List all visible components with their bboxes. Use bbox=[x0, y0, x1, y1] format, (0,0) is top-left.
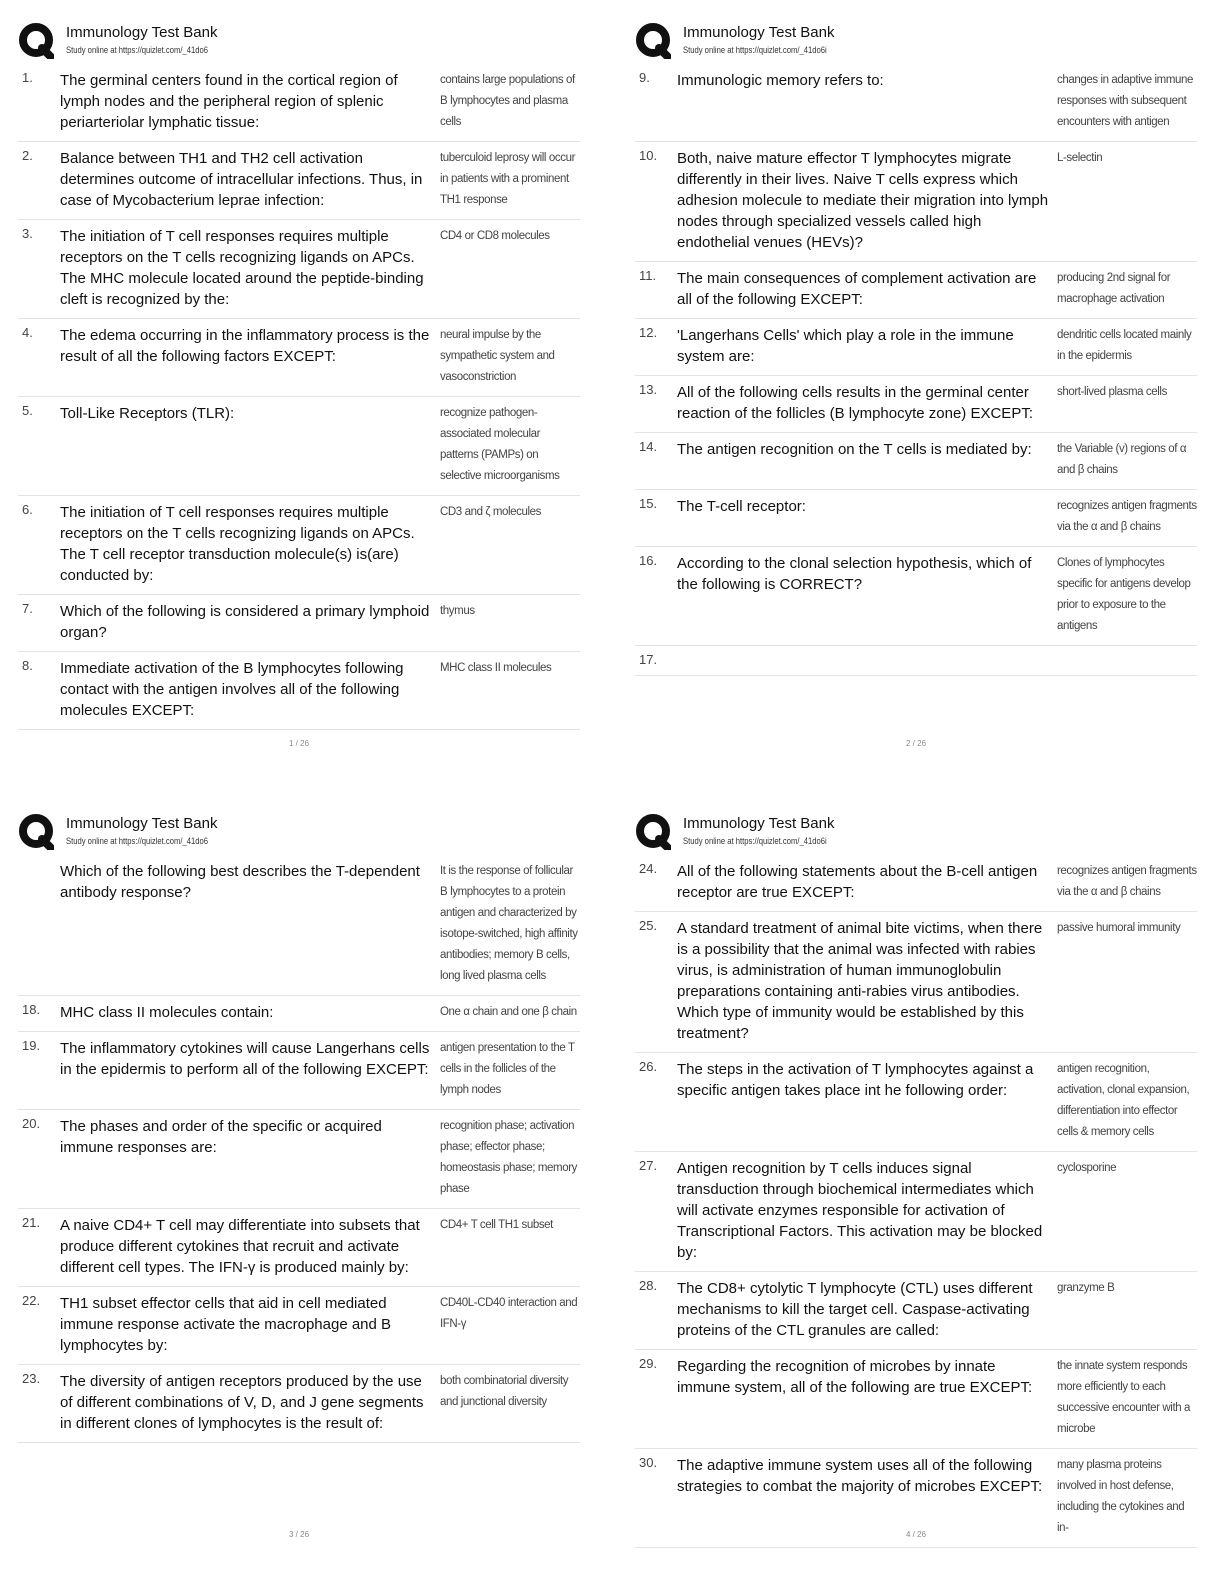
card-row bbox=[635, 1350, 1197, 1449]
question-text: According to the clonal selection hypothesis, which of the following is CORRECT? bbox=[677, 555, 1032, 593]
question-text: Both, naive mature effector T lymphocytes migrate differently in their lives. Naive T cells express which adhesion molecule to mediate their migration into lymph nodes through specialized vessels called high endothelial venues (HEVs)? bbox=[677, 150, 1049, 251]
study-url[interactable]: Study online at https://quizlet.com/_41do6i bbox=[683, 836, 827, 846]
answer-text: dendritic cells located mainly in the epidermis bbox=[1057, 329, 1192, 362]
answer-text: CD3 and ζ molecules bbox=[440, 506, 542, 518]
question-text: The diversity of antigen receptors produced by the use of different combinations of V, D, and J gene segments in different clones of lymphocytes is the result of: bbox=[60, 1373, 424, 1432]
card-row bbox=[18, 855, 580, 996]
answer-text: producing 2nd signal for macrophage activation bbox=[1057, 272, 1171, 305]
question-number: 11. bbox=[639, 268, 657, 283]
card-row bbox=[18, 1209, 580, 1287]
answer-text: the Variable (v) regions of α and β chains bbox=[1057, 443, 1187, 476]
card-row bbox=[635, 262, 1197, 319]
card-list bbox=[635, 855, 1197, 1548]
question-number bbox=[18, 861, 60, 987]
card-row bbox=[18, 319, 580, 397]
question-text: The main consequences of complement activation are all of the following EXCEPT: bbox=[677, 270, 1037, 308]
question-number: 4. bbox=[22, 325, 33, 340]
card-row bbox=[18, 996, 580, 1032]
card-row bbox=[635, 646, 1197, 676]
page-header bbox=[635, 20, 1197, 64]
question-number: 17. bbox=[639, 652, 658, 667]
card-row bbox=[635, 64, 1197, 142]
question-number: 23. bbox=[22, 1371, 41, 1386]
card-row bbox=[635, 433, 1197, 490]
answer-text: recognition phase; activation phase; effector phase; homeostasis phase; memory phase bbox=[440, 1120, 578, 1195]
page-number: 4 / 26 bbox=[906, 1530, 927, 1539]
answer-text: thymus bbox=[440, 605, 475, 617]
question-number: 2. bbox=[22, 148, 33, 163]
question-number: 18. bbox=[22, 1002, 41, 1017]
answer-text bbox=[1053, 652, 1197, 667]
page-2 bbox=[635, 20, 1197, 676]
study-url[interactable]: Study online at https://quizlet.com/_41do6 bbox=[66, 836, 209, 846]
card-list bbox=[18, 64, 580, 730]
question-number: 8. bbox=[22, 658, 33, 673]
answer-text: One α chain and one β chain bbox=[440, 1006, 577, 1018]
question-text: Which of the following best describes the T-dependent antibody response? bbox=[60, 863, 420, 901]
question-text: The T-cell receptor: bbox=[677, 498, 806, 515]
question-number: 10. bbox=[639, 148, 658, 163]
question-number: 21. bbox=[22, 1215, 41, 1230]
card-row bbox=[635, 1272, 1197, 1350]
question-number: 25. bbox=[639, 918, 658, 933]
answer-text: It is the response of follicular B lymphocytes to a protein antigen and characterized by isotope-switched, high affinity antibodies; memory B cells, long lived plasma cells bbox=[440, 865, 578, 982]
question-text: TH1 subset effector cells that aid in cell mediated immune response activate the macrophage and B lymphocytes by: bbox=[60, 1295, 392, 1354]
card-row bbox=[635, 376, 1197, 433]
question-number: 30. bbox=[639, 1455, 658, 1470]
question-text bbox=[677, 652, 1053, 667]
question-number: 7. bbox=[22, 601, 33, 616]
question-number: 6. bbox=[22, 502, 33, 517]
answer-text: recognizes antigen fragments via the α and β chains bbox=[1057, 865, 1197, 898]
answer-text: antigen recognition, activation, clonal expansion, differentiation into effector cells & memory cells bbox=[1057, 1063, 1190, 1138]
question-text: The phases and order of the specific or acquired immune responses are: bbox=[60, 1118, 382, 1156]
card-row bbox=[635, 855, 1197, 912]
card-row bbox=[635, 142, 1197, 262]
card-row bbox=[635, 490, 1197, 547]
card-row bbox=[18, 64, 580, 142]
quizlet-logo-icon bbox=[635, 23, 671, 59]
answer-text: granzyme B bbox=[1057, 1282, 1115, 1294]
page-number: 1 / 26 bbox=[289, 739, 310, 748]
question-text: All of the following statements about the B-cell antigen receptor are true EXCEPT: bbox=[677, 863, 1038, 901]
question-number: 27. bbox=[639, 1158, 658, 1173]
question-number: 14. bbox=[639, 439, 658, 454]
answer-text: many plasma proteins involved in host defense, including the cytokines and in- bbox=[1057, 1459, 1185, 1534]
question-number: 9. bbox=[639, 70, 650, 85]
card-row bbox=[635, 1053, 1197, 1152]
answer-text: both combinatorial diversity and junctional diversity bbox=[440, 1375, 569, 1408]
question-text: The germinal centers found in the cortical region of lymph nodes and the peripheral region of splenic periarteriolar lymphatic tissue: bbox=[60, 72, 398, 131]
question-text: A standard treatment of animal bite victims, when there is a possibility that the animal was infected with rabies virus, is administration of human immunoglobulin preparations containing anti-rabies virus antibodies. Which type of immunity would be established by this treatment? bbox=[677, 920, 1043, 1042]
page-1 bbox=[18, 20, 580, 730]
question-number: 26. bbox=[639, 1059, 658, 1074]
question-number: 20. bbox=[22, 1116, 41, 1131]
question-text: Which of the following is considered a primary lymphoid organ? bbox=[60, 603, 430, 641]
answer-text: recognize pathogen-associated molecular patterns (PAMPs) on selective microorganisms bbox=[440, 407, 560, 482]
question-text: The initiation of T cell responses requires multiple receptors on the T cells recognizing ligands on APCs. The MHC molecule located around the peptide-binding cleft is recognized by the: bbox=[60, 228, 424, 308]
question-text: 'Langerhans Cells' which play a role in the immune system are: bbox=[677, 327, 1014, 365]
question-text: Toll-Like Receptors (TLR): bbox=[60, 405, 235, 422]
question-number: 1. bbox=[22, 70, 33, 85]
card-row bbox=[18, 1365, 580, 1443]
quizlet-logo-icon bbox=[18, 814, 54, 850]
question-number: 13. bbox=[639, 382, 658, 397]
deck-title[interactable]: Immunology Test Bank bbox=[66, 24, 218, 41]
question-text: The CD8+ cytolytic T lymphocyte (CTL) uses different mechanisms to kill the target cell. Caspase-activating proteins of the CTL granules are called: bbox=[677, 1280, 1033, 1339]
deck-title[interactable]: Immunology Test Bank bbox=[683, 24, 835, 41]
answer-text: CD4 or CD8 molecules bbox=[440, 230, 550, 242]
answer-text: antigen presentation to the T cells in the follicles of the lymph nodes bbox=[440, 1042, 575, 1096]
page-3 bbox=[18, 811, 580, 1443]
question-number: 16. bbox=[639, 553, 658, 568]
card-row bbox=[18, 595, 580, 652]
card-row bbox=[635, 319, 1197, 376]
answer-text: the innate system responds more efficiently to each successive encounter with a microbe bbox=[1057, 1360, 1191, 1435]
deck-title[interactable]: Immunology Test Bank bbox=[66, 815, 218, 832]
answer-text: cyclosporine bbox=[1057, 1162, 1117, 1174]
question-text: The adaptive immune system uses all of the following strategies to combat the majority of microbes EXCEPT: bbox=[677, 1457, 1043, 1495]
question-text: All of the following cells results in the germinal center reaction of the follicles (B lymphocyte zone) EXCEPT: bbox=[677, 384, 1033, 422]
question-text: The initiation of T cell responses requires multiple receptors on the T cells recognizing ligands on APCs. The T cell receptor transduction molecule(s) is(are) conducted by: bbox=[60, 504, 415, 584]
question-text: Immunologic memory refers to: bbox=[677, 72, 884, 89]
answer-text: passive humoral immunity bbox=[1057, 922, 1181, 934]
quizlet-logo-icon bbox=[635, 814, 671, 850]
card-row bbox=[18, 1110, 580, 1209]
question-number: 24. bbox=[639, 861, 658, 876]
question-text: The steps in the activation of T lymphocytes against a specific antigen takes place int he following order: bbox=[677, 1061, 1034, 1099]
page-header bbox=[18, 20, 580, 64]
question-number: 29. bbox=[639, 1356, 658, 1371]
question-number: 3. bbox=[22, 226, 33, 241]
question-number: 22. bbox=[22, 1293, 41, 1308]
page-header bbox=[18, 811, 580, 855]
answer-text: CD40L-CD40 interaction and IFN-γ bbox=[440, 1297, 578, 1330]
question-text: MHC class II molecules contain: bbox=[60, 1004, 274, 1021]
card-list bbox=[18, 855, 580, 1443]
card-row bbox=[635, 912, 1197, 1053]
answer-text: changes in adaptive immune responses with subsequent encounters with antigen bbox=[1057, 74, 1193, 128]
answer-text: Clones of lymphocytes specific for antigens develop prior to exposure to the antigens bbox=[1057, 557, 1191, 632]
question-number: 5. bbox=[22, 403, 33, 418]
answer-text: L-selectin bbox=[1057, 152, 1103, 164]
page-4 bbox=[635, 811, 1197, 1548]
page-number: 2 / 26 bbox=[906, 739, 927, 748]
card-row bbox=[18, 220, 580, 319]
question-number: 19. bbox=[22, 1038, 41, 1053]
page-header bbox=[635, 811, 1197, 855]
card-row bbox=[18, 142, 580, 220]
question-text: The edema occurring in the inflammatory process is the result of all the following factors EXCEPT: bbox=[60, 327, 430, 365]
question-text: Regarding the recognition of microbes by innate immune system, all of the following are true EXCEPT: bbox=[677, 1358, 1033, 1396]
answer-text: contains large populations of B lymphocytes and plasma cells bbox=[440, 74, 575, 128]
question-text: The antigen recognition on the T cells is mediated by: bbox=[677, 441, 1032, 458]
answer-text: short-lived plasma cells bbox=[1057, 386, 1167, 398]
study-url[interactable]: Study online at https://quizlet.com/_41do6i bbox=[683, 45, 827, 55]
card-row bbox=[18, 652, 580, 730]
card-row bbox=[18, 1032, 580, 1110]
question-text: Antigen recognition by T cells induces signal transduction through biochemical intermediates which will activate enzymes responsible for activation of Transcriptional Factors. This activation may be blocked by: bbox=[677, 1160, 1043, 1261]
answer-text: neural impulse by the sympathetic system and vasoconstriction bbox=[440, 329, 555, 383]
answer-text: recognizes antigen fragments via the α and β chains bbox=[1057, 500, 1197, 533]
question-text: The inflammatory cytokines will cause Langerhans cells in the epidermis to perform all of the following EXCEPT: bbox=[60, 1040, 430, 1078]
question-number: 15. bbox=[639, 496, 658, 511]
answer-text: CD4+ T cell TH1 subset bbox=[440, 1219, 553, 1231]
answer-text: tuberculoid leprosy will occur in patients with a prominent TH1 response bbox=[440, 152, 576, 206]
question-text: Balance between TH1 and TH2 cell activation determines outcome of intracellular infections. Thus, in case of Mycobacterium leprae infection: bbox=[60, 150, 423, 209]
question-text: A naive CD4+ T cell may differentiate into subsets that produce different cytokines that recruit and activate different cell types. The IFN-γ is produced mainly by: bbox=[60, 1217, 420, 1276]
answer-text: MHC class II molecules bbox=[440, 662, 552, 674]
card-row bbox=[18, 496, 580, 595]
study-url[interactable]: Study online at https://quizlet.com/_41do6 bbox=[66, 45, 209, 55]
question-number: 28. bbox=[639, 1278, 658, 1293]
card-row bbox=[18, 1287, 580, 1365]
card-list bbox=[635, 64, 1197, 676]
card-row bbox=[635, 547, 1197, 646]
question-text: Immediate activation of the B lymphocytes following contact with the antigen involves all of the following molecules EXCEPT: bbox=[60, 660, 404, 719]
card-row bbox=[18, 397, 580, 496]
quizlet-logo-icon bbox=[18, 23, 54, 59]
page-number: 3 / 26 bbox=[289, 1530, 310, 1539]
deck-title[interactable]: Immunology Test Bank bbox=[683, 815, 835, 832]
card-row bbox=[635, 1152, 1197, 1272]
question-number: 12. bbox=[639, 325, 658, 340]
